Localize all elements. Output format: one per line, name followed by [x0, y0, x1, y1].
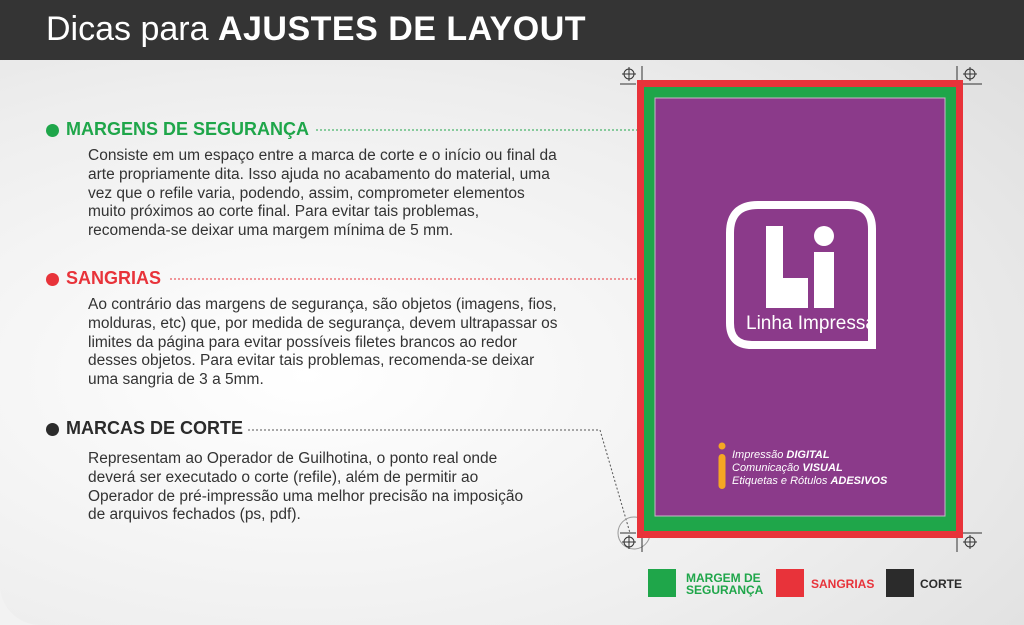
text-line: recomenda-se deixar uma margem mínima de 5 mm. — [88, 222, 454, 240]
text-line: limites da página para evitar possíveis filetes brancos ao redor — [88, 333, 518, 351]
text-line: deverá ser executado o corte (refile), além de permitir ao — [88, 468, 479, 486]
text-line: muito próximos ao corte final. Para evitar tais problemas, — [88, 203, 480, 221]
crop-section-title: MARCAS DE CORTE — [66, 418, 244, 438]
text-line: Representam ao Operador de Guilhotina, o ponto real onde — [88, 450, 498, 467]
logo-name: Linha Impressa — [746, 313, 876, 334]
accent-i-stem — [719, 454, 726, 489]
text-line: desses objetos. Para evitar tais problemas, recomenda-se deixar — [88, 352, 535, 370]
margin-section-text — [88, 147, 557, 241]
tagline-line: Comunicação VISUAL — [732, 462, 843, 474]
crop-section-text — [88, 450, 523, 525]
page-title-light: Dicas para — [46, 10, 209, 48]
text-line: arte propriamente dita. Isso ajuda no acabamento do material, uma — [88, 165, 550, 183]
legend-swatch-cut — [886, 569, 914, 597]
text-line: vez que o refile varia, podendo, assim, comprometer elementos — [88, 184, 525, 202]
text-line: Ao contrário das margens de segurança, são objetos (imagens, fios, — [88, 296, 557, 313]
page-title-bold: AJUSTES DE LAYOUT — [217, 10, 587, 48]
bleed-section-title: SANGRIAS — [66, 268, 162, 288]
tagline — [732, 449, 887, 488]
bleed-bullet — [46, 273, 59, 286]
text-line: uma sangria de 3 a 5mm. — [88, 371, 264, 389]
legend-label-margin: MARGEM DE SEGURANÇA — [686, 571, 764, 597]
legend-label-cut: CORTE — [920, 577, 962, 591]
margin-section-title: MARGENS DE SEGURANÇA — [66, 119, 310, 139]
legend-label-bleed: SANGRIAS — [811, 577, 875, 591]
legend-swatch-bleed — [776, 569, 804, 597]
accent-i-dot — [719, 443, 726, 450]
text-line: Consiste em um espaço entre a marca de corte e o início ou final da — [88, 147, 557, 164]
tagline-line: Impressão DIGITAL — [732, 449, 830, 461]
margin-bullet — [46, 124, 59, 137]
logo-letter-i — [814, 252, 834, 308]
bleed-section-text — [88, 296, 558, 390]
logo-dot — [814, 226, 834, 246]
text-line: molduras, etc) que, por medida de segurança, devem ultrapassar os — [88, 314, 558, 332]
text-line: Operador de pré-impressão uma melhor precisão na imposição — [88, 487, 524, 505]
tagline-line: Etiquetas e Rótulos ADESIVOS — [732, 475, 888, 487]
text-line: de arquivos fechados (ps, pdf). — [88, 506, 301, 524]
legend-swatch-margin — [648, 569, 676, 597]
crop-bullet — [46, 423, 59, 436]
